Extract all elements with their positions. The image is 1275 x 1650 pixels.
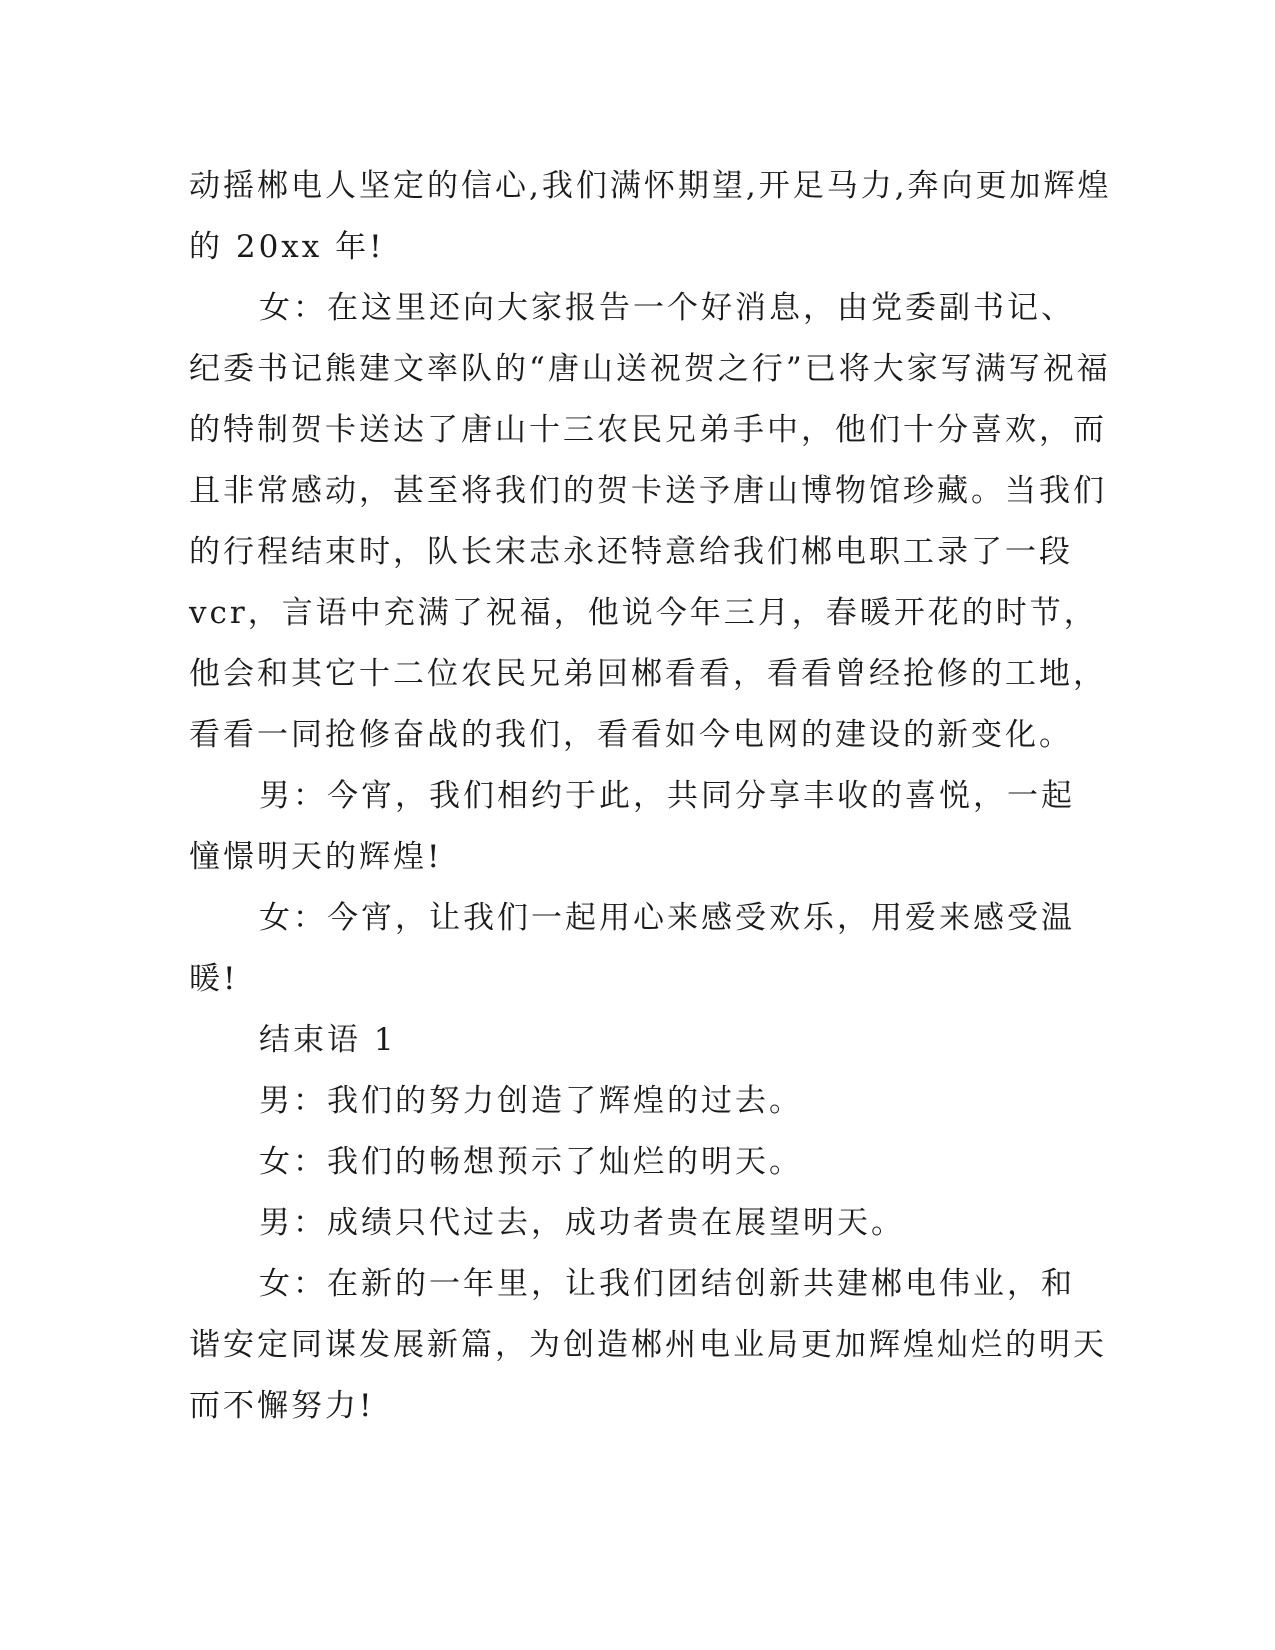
text-line: 的特制贺卡送达了唐山十三农民兄弟手中，他们十分喜欢，而 [189,412,1107,448]
text-line: 的 20xx 年! [189,229,385,265]
text-line: 暖! [189,961,239,997]
text-line: 看看一同抢修奋战的我们，看看如今电网的建设的新变化。 [189,717,1073,753]
text-line: 女：今宵，让我们一起用心来感受欢乐，用爱来感受温 [259,900,1075,936]
paragraph-male-achievement [189,1193,1089,1254]
text-line: 谐安定同谋发展新篇，为创造郴州电业局更加辉煌灿烂的明天 [189,1327,1107,1363]
paragraph-male-tonight [189,766,1089,888]
text-line: 结束语 1 [259,1022,397,1058]
text-line: 动摇郴电人坚定的信心,我们满怀期望,开足马力,奔向更加辉煌 [189,168,1112,204]
text-line: 男：今宵，我们相约于此，共同分享丰收的喜悦，一起 [259,778,1075,814]
paragraph-continuation [189,156,1112,278]
text-line: 女：在新的一年里，让我们团结创新共建郴电伟业，和 [259,1266,1075,1302]
paragraph-female-future [189,1132,1089,1193]
document-body [189,156,1112,1437]
section-heading-closing [189,1010,1089,1071]
text-line: 他会和其它十二位农民兄弟回郴看看，看看曾经抢修的工地， [189,656,1107,692]
text-line: 而不懈努力! [189,1388,375,1424]
text-line: vcr，言语中充满了祝福，他说今年三月，春暖开花的时节， [189,595,1098,631]
text-line: 纪委书记熊建文率队的“唐山送祝贺之行”已将大家写满写祝福 [189,351,1111,387]
text-line: 男：我们的努力创造了辉煌的过去。 [259,1083,803,1119]
text-line: 的行程结束时，队长宋志永还特意给我们郴电职工录了一段 [189,534,1073,570]
paragraph-female-announcement [189,278,1111,766]
text-line: 憧憬明天的辉煌! [189,839,443,875]
paragraph-female-newyear [189,1254,1107,1437]
paragraph-female-tonight [189,888,1089,1010]
text-line: 且非常感动，甚至将我们的贺卡送予唐山博物馆珍藏。当我们 [189,473,1107,509]
text-line: 男：成绩只代过去，成功者贵在展望明天。 [259,1205,905,1241]
paragraph-male-past [189,1071,1089,1132]
text-line: 女：我们的畅想预示了灿烂的明天。 [259,1144,803,1180]
text-line: 女：在这里还向大家报告一个好消息，由党委副书记、 [259,290,1075,326]
